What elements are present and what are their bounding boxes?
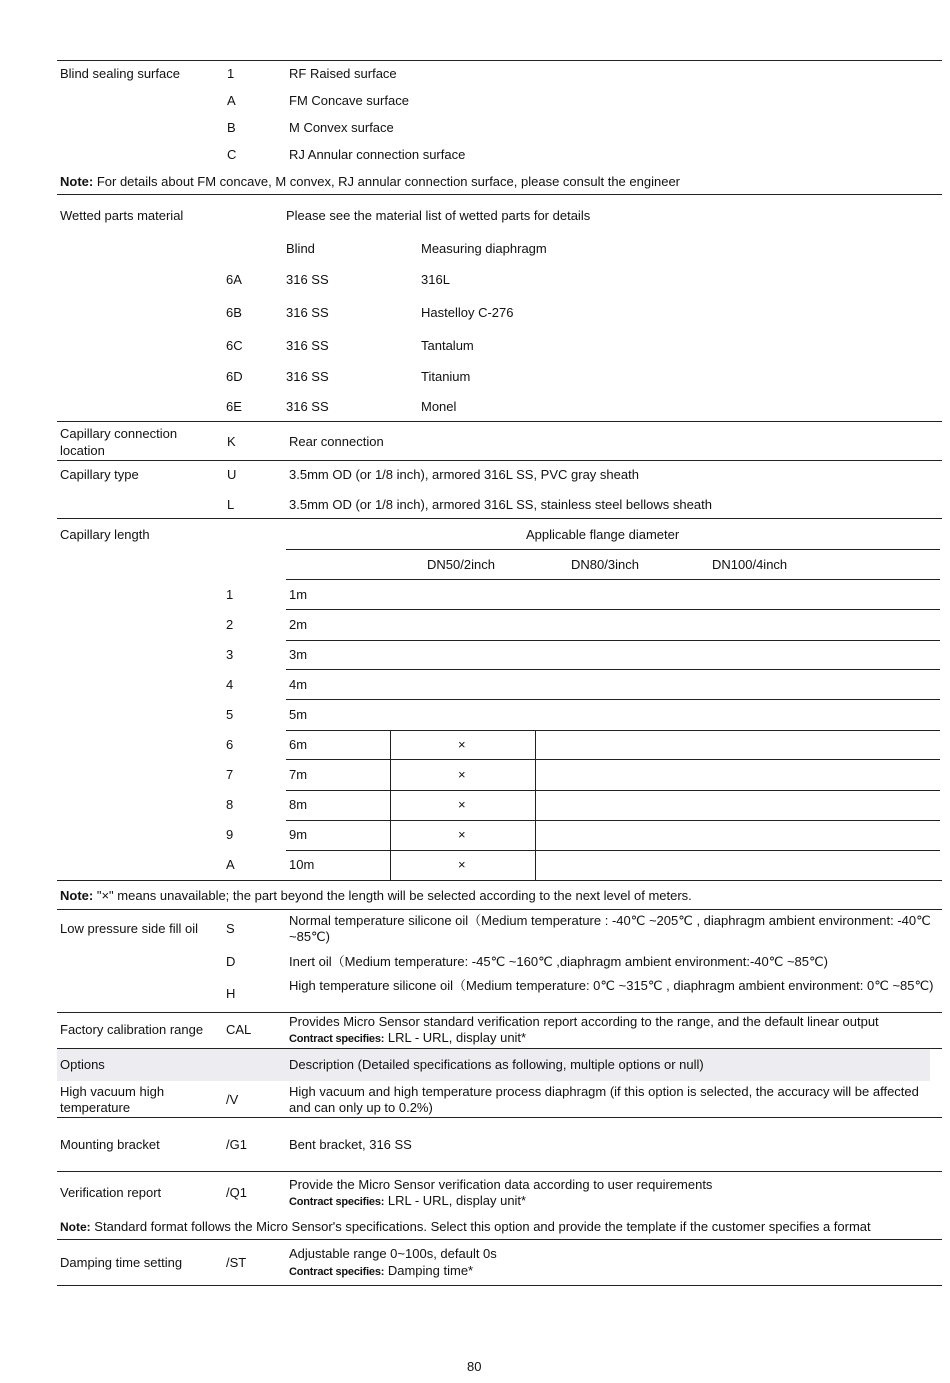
contract-label: Contract specifies: xyxy=(289,1196,385,1208)
length-value: 8m xyxy=(289,797,308,812)
calibration-label: Factory calibration range xyxy=(60,1022,204,1037)
verification-label: Verification report xyxy=(60,1185,162,1200)
note-label: Note: xyxy=(60,174,94,189)
rule xyxy=(286,699,940,700)
rule xyxy=(57,1012,942,1013)
options-desc: Description (Detailed specifications as following, multiple options or null) xyxy=(289,1057,704,1072)
rule xyxy=(57,1117,942,1118)
length-code: 3 xyxy=(226,647,234,662)
blind-code: C xyxy=(227,147,237,162)
blind-code: B xyxy=(227,120,236,135)
rule xyxy=(57,1285,942,1286)
column-divider xyxy=(535,730,536,880)
length-code: 5 xyxy=(226,707,234,722)
wetted-diaphragm: Monel xyxy=(421,399,457,414)
page-number: 80 xyxy=(467,1359,482,1374)
rule xyxy=(286,759,940,760)
wetted-code: 6E xyxy=(226,399,242,414)
wetted-blind: 316 SS xyxy=(286,338,329,353)
cap-location-desc: Rear connection xyxy=(289,434,384,449)
note-text: "×" means unavailable; the part beyond the length will be selected according to the next level of meters. xyxy=(96,888,692,903)
blind-desc: RJ Annular connection surface xyxy=(289,147,466,162)
length-code: 2 xyxy=(226,617,234,632)
fill-oil-code: H xyxy=(226,986,236,1001)
rule xyxy=(57,421,942,422)
rule xyxy=(286,669,940,670)
length-code: 7 xyxy=(226,767,234,782)
verification-contract xyxy=(289,1193,526,1210)
rule xyxy=(286,790,940,791)
dn-header: DN80/3inch xyxy=(571,557,639,572)
rule xyxy=(57,60,942,61)
blind-desc: RF Raised surface xyxy=(289,66,397,81)
wetted-diaphragm: Tantalum xyxy=(421,338,474,353)
unavailable-mark: × xyxy=(458,827,466,842)
wetted-diaphragm: Hastelloy C-276 xyxy=(421,305,514,320)
hv-desc: High vacuum and high temperature process diaphragm (if this option is selected, the accuracy will be affected and can only up to 0.2%) xyxy=(289,1084,919,1115)
blind-desc: M Convex surface xyxy=(289,120,394,135)
rule xyxy=(57,194,942,195)
rule xyxy=(286,820,940,821)
length-code: A xyxy=(226,857,235,872)
rule xyxy=(57,518,942,519)
wetted-blind: 316 SS xyxy=(286,369,329,384)
calibration-contract xyxy=(289,1030,526,1047)
length-code: 6 xyxy=(226,737,234,752)
wetted-label: Wetted parts material xyxy=(60,208,184,223)
bracket-desc: Bent bracket, 316 SS xyxy=(289,1137,412,1152)
wetted-code: 6D xyxy=(226,369,243,384)
rule xyxy=(286,579,940,580)
rule xyxy=(57,1171,942,1172)
bracket-code: /G1 xyxy=(226,1137,247,1152)
cap-location-code: K xyxy=(227,434,236,449)
contract-text: Damping time* xyxy=(387,1263,474,1278)
cap-type-code: U xyxy=(227,467,237,482)
contract-text: LRL - URL, display unit* xyxy=(387,1193,527,1208)
rule xyxy=(57,880,942,881)
cap-type-desc: 3.5mm OD (or 1/8 inch), armored 316L SS, PVC gray sheath xyxy=(289,467,639,482)
contract-label: Contract specifies: xyxy=(289,1033,385,1045)
fill-oil-code: D xyxy=(226,954,236,969)
note-label: Note: xyxy=(60,1220,91,1234)
wetted-blind: 316 SS xyxy=(286,272,329,287)
length-value: 3m xyxy=(289,647,308,662)
cap-type-label: Capillary type xyxy=(60,467,139,482)
wetted-col-diaphragm: Measuring diaphragm xyxy=(421,241,547,256)
length-value: 4m xyxy=(289,677,308,692)
blind-code: 1 xyxy=(227,66,235,81)
length-value: 5m xyxy=(289,707,308,722)
wetted-code: 6C xyxy=(226,338,243,353)
fill-oil-desc: Inert oil（Medium temperature: -45℃ ~160℃ ,diaphragm ambient environment:-40℃ ~85℃) xyxy=(289,954,828,969)
wetted-col-blind: Blind xyxy=(286,241,315,256)
unavailable-mark: × xyxy=(458,797,466,812)
wetted-diaphragm: 316L xyxy=(421,272,450,287)
verification-code: /Q1 xyxy=(226,1185,247,1200)
unavailable-mark: × xyxy=(458,767,466,782)
cap-location-label-1: Capillary connection xyxy=(60,426,178,441)
wetted-blind: 316 SS xyxy=(286,399,329,414)
length-value: 7m xyxy=(289,767,308,782)
fill-oil-desc: Normal temperature silicone oil（Medium temperature : -40℃ ~205℃ , diaphragm ambient environment: -40℃ ~85℃) xyxy=(289,913,931,944)
cap-length-label: Capillary length xyxy=(60,527,150,542)
wetted-diaphragm: Titanium xyxy=(421,369,471,384)
fill-oil-code: S xyxy=(226,921,235,936)
contract-text: LRL - URL, display unit* xyxy=(387,1030,527,1045)
damping-label: Damping time setting xyxy=(60,1255,183,1270)
length-code: 9 xyxy=(226,827,234,842)
cap-location-label-2: location xyxy=(60,443,105,458)
unavailable-mark: × xyxy=(458,737,466,752)
rule xyxy=(57,909,942,910)
rule xyxy=(286,549,940,550)
hv-label-2: temperature xyxy=(60,1100,131,1115)
length-value: 6m xyxy=(289,737,308,752)
blind-desc: FM Concave surface xyxy=(289,93,409,108)
length-code: 8 xyxy=(226,797,234,812)
rule xyxy=(286,730,940,731)
verification-note xyxy=(60,1219,871,1235)
length-code: 1 xyxy=(226,587,234,602)
note-text: For details about FM concave, M convex, RJ annular connection surface, please consult the engineer xyxy=(96,174,680,189)
wetted-code: 6A xyxy=(226,272,242,287)
cap-length-note xyxy=(60,888,692,904)
bracket-label: Mounting bracket xyxy=(60,1137,160,1152)
note-label: Note: xyxy=(60,888,94,903)
wetted-intro: Please see the material list of wetted parts for details xyxy=(286,208,591,223)
hv-code: /V xyxy=(226,1092,239,1107)
cap-type-desc: 3.5mm OD (or 1/8 inch), armored 316L SS, stainless steel bellows sheath xyxy=(289,497,712,512)
rule xyxy=(286,609,940,610)
hv-label-1: High vacuum high xyxy=(60,1084,165,1099)
note-text: Standard format follows the Micro Sensor's specifications. Select this option and provide the template if the customer specifies a format xyxy=(94,1219,871,1234)
wetted-blind: 316 SS xyxy=(286,305,329,320)
dn-header: DN50/2inch xyxy=(427,557,495,572)
options-label: Options xyxy=(60,1057,105,1072)
unavailable-mark: × xyxy=(458,857,466,872)
calibration-code: CAL xyxy=(226,1022,252,1037)
blind-code: A xyxy=(227,93,236,108)
blind-label: Blind sealing surface xyxy=(60,66,180,81)
flange-header: Applicable flange diameter xyxy=(526,527,680,542)
contract-label: Contract specifies: xyxy=(289,1266,385,1278)
rule xyxy=(57,1239,942,1240)
column-divider xyxy=(390,730,391,880)
rule xyxy=(286,640,940,641)
length-value: 1m xyxy=(289,587,308,602)
damping-desc: Adjustable range 0~100s, default 0s xyxy=(289,1246,497,1261)
length-value: 9m xyxy=(289,827,308,842)
rule xyxy=(286,850,940,851)
verification-desc: Provide the Micro Sensor verification data according to user requirements xyxy=(289,1177,713,1192)
length-value: 2m xyxy=(289,617,308,632)
wetted-code: 6B xyxy=(226,305,242,320)
fill-oil-label: Low pressure side fill oil xyxy=(60,921,199,936)
calibration-desc: Provides Micro Sensor standard verification report according to the range, and the default linear output xyxy=(289,1014,879,1029)
blind-note xyxy=(60,174,680,190)
length-code: 4 xyxy=(226,677,234,692)
dn-header: DN100/4inch xyxy=(712,557,788,572)
length-value: 10m xyxy=(289,857,315,872)
damping-contract xyxy=(289,1263,473,1280)
fill-oil-desc: High temperature silicone oil（Medium temperature: 0℃ ~315℃ , diaphragm ambient environment: 0℃ ~85℃) xyxy=(289,978,934,993)
cap-type-code: L xyxy=(227,497,235,512)
damping-code: /ST xyxy=(226,1255,247,1270)
rule xyxy=(57,460,942,461)
